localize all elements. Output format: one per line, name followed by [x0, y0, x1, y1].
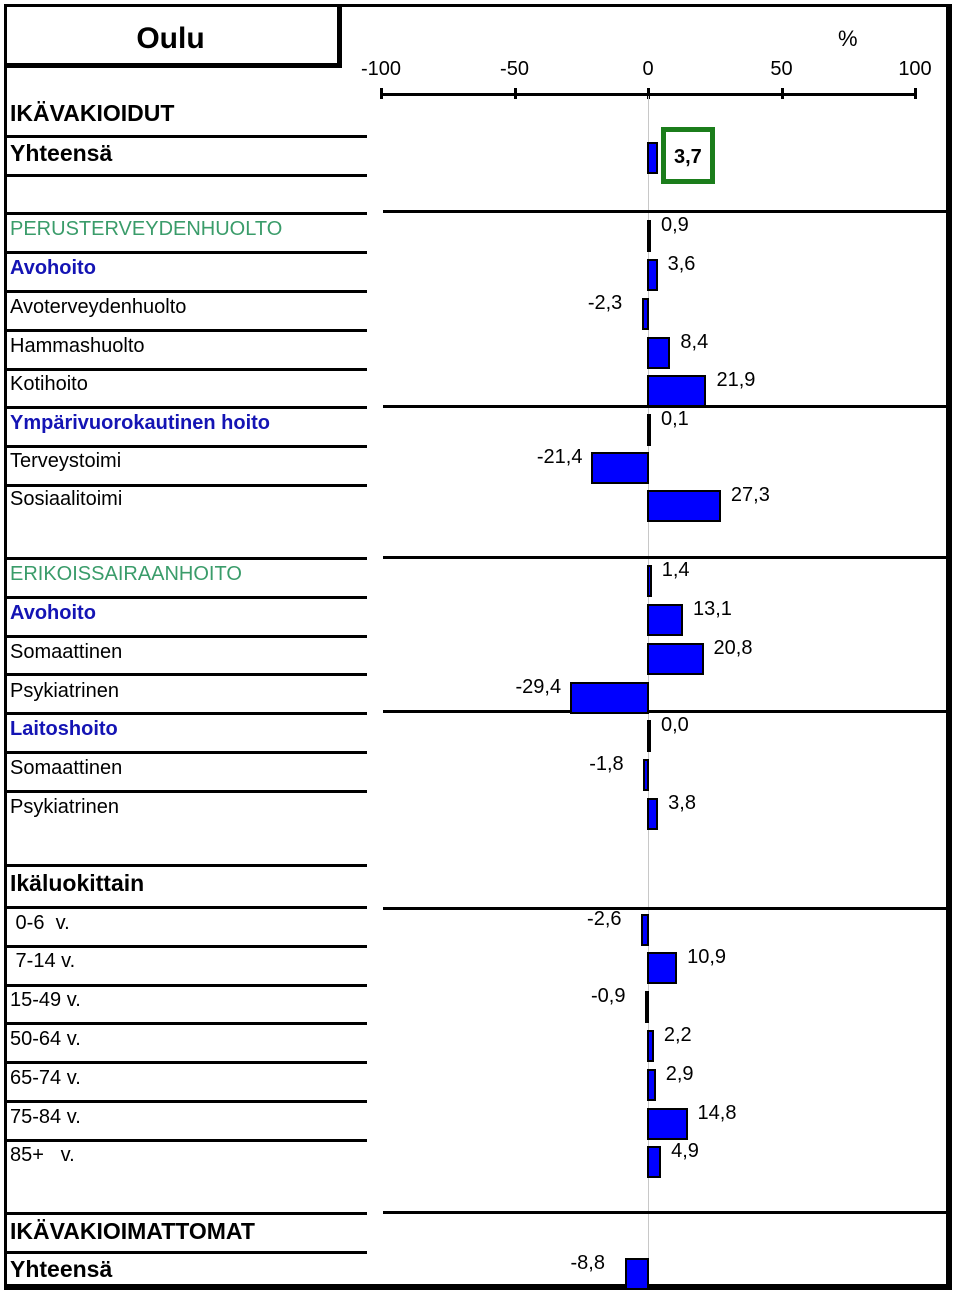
- row-divider: [7, 1251, 367, 1254]
- row-label: 50-64 v.: [10, 1028, 81, 1050]
- x-tick: [380, 88, 383, 99]
- bar: [647, 1146, 661, 1178]
- bar-value-label: -1,8: [589, 753, 624, 775]
- bar-value-label: 21,9: [716, 369, 756, 391]
- row-label: IKÄVAKIOIMATTOMAT: [10, 1218, 255, 1244]
- bar-value-label: -29,4: [515, 676, 562, 698]
- highlight-box: [661, 127, 715, 184]
- chart-title: Oulu: [136, 22, 205, 55]
- bar-value-label: -2,6: [587, 908, 622, 930]
- bar: [647, 337, 670, 369]
- bar-value-label: 13,1: [692, 598, 732, 620]
- bar-value-label: -0,9: [591, 985, 626, 1007]
- bar-value-label: 3,8: [668, 792, 696, 814]
- row-label: Terveystoimi: [10, 450, 122, 472]
- row-divider: [7, 1212, 367, 1215]
- x-tick: [914, 88, 917, 99]
- bar-value-label: 8,4: [680, 331, 709, 353]
- row-divider: [7, 212, 367, 215]
- bar-value-label: 20,8: [713, 637, 753, 659]
- x-tick-label: 0: [642, 58, 654, 80]
- row-label: 0-6 v.: [10, 912, 70, 934]
- bar: [647, 720, 651, 752]
- bar-value-label: -8,8: [570, 1252, 605, 1274]
- row-divider: [7, 906, 367, 909]
- row-divider: [7, 673, 367, 676]
- title-box: [4, 4, 342, 68]
- row-label: 7-14 v.: [10, 950, 76, 972]
- row-divider: [7, 174, 367, 177]
- row-label: Avoterveydenhuolto: [10, 296, 187, 318]
- bar: [643, 759, 649, 791]
- row-label: Yhteensä: [10, 140, 113, 166]
- row-label: Hammashuolto: [10, 335, 145, 357]
- row-divider: [7, 1100, 367, 1103]
- bar: [647, 952, 677, 984]
- row-divider: [7, 864, 367, 867]
- bar: [647, 259, 658, 291]
- bar-value-label: 27,3: [730, 484, 770, 506]
- bar: [647, 142, 658, 174]
- bar: [625, 1258, 649, 1290]
- bar: [647, 604, 683, 636]
- bar-value-label: -21,4: [536, 446, 583, 468]
- bar-value-label: 4,9: [671, 1140, 699, 1162]
- bar: [641, 914, 649, 946]
- row-label: Sosiaalitoimi: [10, 488, 123, 510]
- bar: [591, 452, 649, 484]
- bar: [647, 798, 658, 830]
- bar: [647, 490, 721, 522]
- bar-value-label: 1,4: [661, 559, 690, 581]
- row-label: Ympärivuorokautinen hoito: [10, 412, 271, 434]
- row-label: Laitoshoito: [10, 718, 118, 740]
- row-label: Yhteensä: [10, 1256, 113, 1282]
- bar: [647, 414, 651, 446]
- x-tick-label: -100: [360, 58, 402, 80]
- row-label: Kotihoito: [10, 373, 88, 395]
- bar-value-label: 2,9: [665, 1063, 694, 1085]
- row-label: Ikäluokittain: [10, 870, 145, 896]
- row-divider: [7, 445, 367, 448]
- bar: [570, 682, 649, 714]
- bar-value-label: 3,7: [674, 146, 702, 168]
- row-label: Psykiatrinen: [10, 796, 119, 818]
- row-label: Avohoito: [10, 257, 96, 279]
- row-divider: [7, 596, 367, 599]
- bar-value-label: 0,0: [661, 714, 689, 736]
- row-divider: [7, 712, 367, 715]
- plot-divider: [383, 907, 948, 910]
- bar-value-label: 14,8: [697, 1102, 737, 1124]
- row-divider: [7, 790, 367, 793]
- bar: [647, 565, 652, 597]
- row-divider: [7, 329, 367, 332]
- row-divider: [7, 557, 367, 560]
- row-divider: [7, 135, 367, 138]
- row-divider: [7, 290, 367, 293]
- row-divider: [7, 751, 367, 754]
- row-divider: [7, 484, 367, 487]
- x-tick-label: 100: [898, 58, 932, 80]
- row-divider: [7, 1022, 367, 1025]
- plot-divider: [383, 710, 948, 713]
- bar: [647, 1030, 654, 1062]
- bar-value-label: 0,1: [661, 408, 689, 430]
- row-divider: [7, 984, 367, 987]
- bar-value-label: -2,3: [587, 292, 623, 314]
- row-divider: [7, 945, 367, 948]
- x-tick: [781, 88, 784, 99]
- bar: [642, 298, 649, 330]
- row-label: Somaattinen: [10, 757, 123, 779]
- row-divider: [7, 251, 367, 254]
- x-tick-label: -50: [500, 58, 529, 80]
- bar-value-label: 3,6: [667, 253, 696, 275]
- unit-label: %: [838, 26, 858, 51]
- bar: [647, 1069, 656, 1101]
- row-divider: [7, 1139, 367, 1142]
- row-divider: [7, 635, 367, 638]
- row-label: 75-84 v.: [10, 1106, 81, 1128]
- row-label: PERUSTERVEYDENHUOLTO: [10, 218, 283, 240]
- plot-divider: [383, 1211, 948, 1214]
- x-tick: [514, 88, 517, 99]
- bar: [647, 375, 706, 407]
- chart-frame: [4, 4, 952, 1290]
- row-divider: [7, 1061, 367, 1064]
- row-label: Somaattinen: [10, 641, 123, 663]
- bar-value-label: 0,9: [661, 214, 689, 236]
- row-label: 85+ v.: [10, 1144, 75, 1166]
- row-label: Avohoito: [10, 602, 96, 624]
- row-label: 15-49 v.: [10, 989, 81, 1011]
- row-label: ERIKOISSAIRAANHOITO: [10, 563, 242, 585]
- row-label: 65-74 v.: [10, 1067, 81, 1089]
- bar: [647, 220, 651, 252]
- row-label: Psykiatrinen: [10, 680, 119, 702]
- bar-value-label: 2,2: [663, 1024, 692, 1046]
- row-divider: [7, 368, 367, 371]
- x-tick-label: 50: [770, 58, 793, 80]
- bar-value-label: 10,9: [687, 946, 727, 968]
- bar: [647, 1108, 688, 1140]
- plot-divider: [383, 210, 948, 213]
- row-divider: [7, 406, 367, 409]
- bar: [647, 643, 704, 675]
- row-label: IKÄVAKIOIDUT: [10, 100, 175, 126]
- bar: [645, 991, 649, 1023]
